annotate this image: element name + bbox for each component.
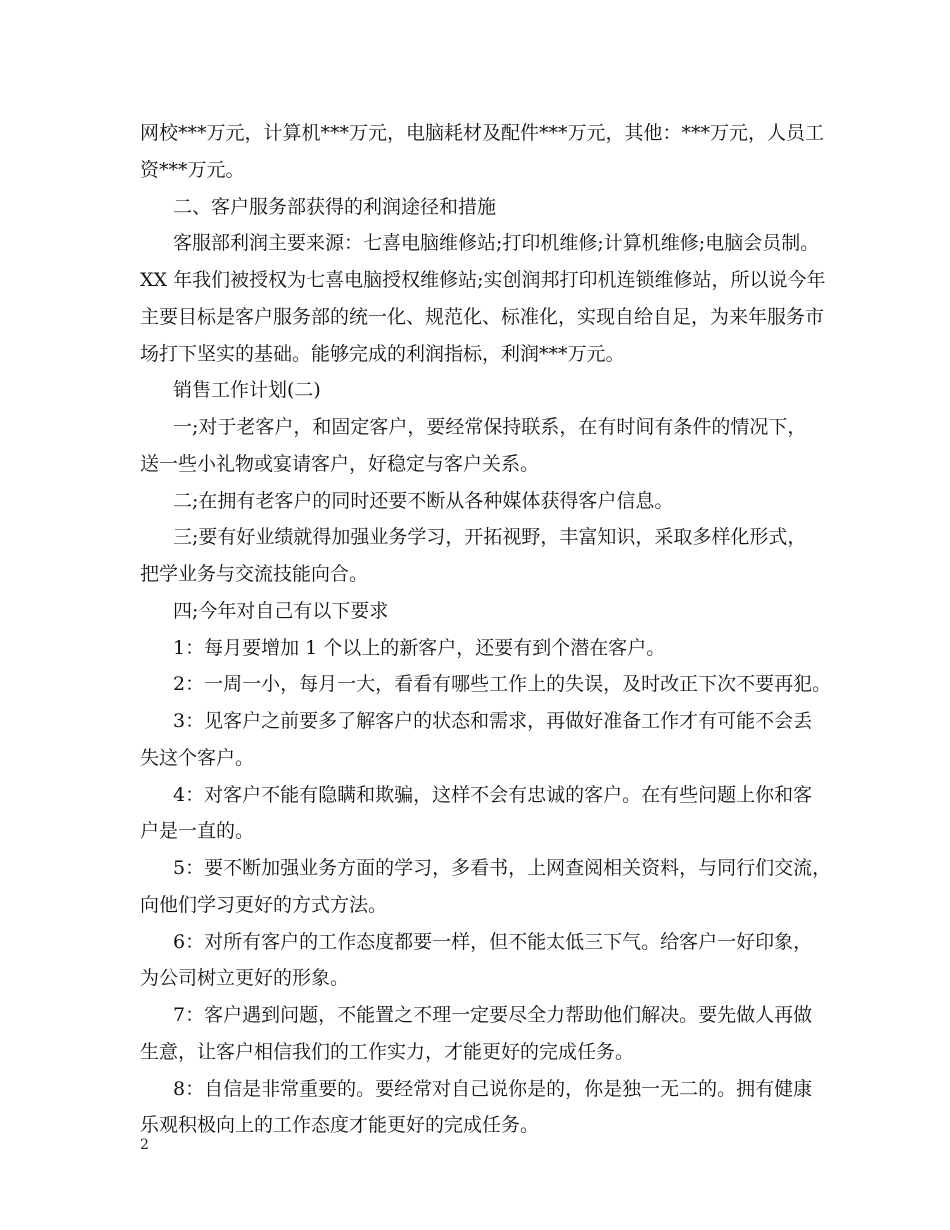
text-line: 网校***万元，计算机***万元，电脑耗材及配件***万元，其他：***万元，人员工 [140,122,825,144]
text-line: 8：自信是非常重要的。要经常对自己说你是的，你是独一无二的。拥有健康 [173,1077,813,1100]
text-line: 1：每月要增加 1 个以上的新客户，还要有到个潜在客户。 [173,636,666,659]
text-line: 二;在拥有老客户的同时还要不断从各种媒体获得客户信息。 [173,489,674,512]
text-line: 户是一直的。 [140,820,255,843]
text-line: 资***万元。 [140,158,245,181]
text-line: 为公司树立更好的形象。 [140,967,350,990]
text-line: 3：见客户之前要多了解客户的状态和需求，再做好准备工作才有可能不会丢 [173,710,813,732]
text-line: 失这个客户。 [140,746,255,769]
text-line: 送一些小礼物或宴请客户，好稳定与客户关系。 [140,452,540,475]
text-line: 2：一周一小，每月一大，看看有哪些工作上的失误，及时改正下次不要再犯。 [173,673,832,696]
page-number: 2 [140,1137,149,1153]
text-line: 乐观积极向上的工作态度才能更好的完成任务。 [140,1114,540,1137]
text-line: 向他们学习更好的方式方法。 [140,893,388,916]
text-line: XX 年我们被授权为七喜电脑授权维修站;实创润邦打印机连锁维修站，所以说今年 [140,269,826,291]
document-body [140,115,832,1144]
text-line: 二、客户服务部获得的利润途径和措施 [173,195,497,218]
text-line: 5：要不断加强业务方面的学习，多看书，上网查阅相关资料，与同行们交流， [173,857,832,879]
text-line: 把学业务与交流技能向合。 [140,563,369,585]
text-line: 生意，让客户相信我们的工作实力，才能更好的完成任务。 [140,1040,635,1063]
text-line: 4：对客户不能有隐瞒和欺骗，这样不会有忠诚的客户。在有些问题上你和客 [173,783,813,806]
text-line: 四;今年对自己有以下要求 [173,599,389,622]
text-line: 销售工作计划(二) [173,379,321,402]
text-line: 场打下坚实的基础。能够完成的利润指标，利润***万元。 [140,342,625,365]
text-line: 主要目标是客户服务部的统一化、规范化、标准化，实现自给自足，为来年服务市 [140,305,825,328]
text-line: 7：客户遇到问题，不能置之不理一定要尽全力帮助他们解决。要先做人再做 [173,1004,813,1026]
text-line: 客服部利润主要来源：七喜电脑维修站;打印机维修;计算机维修;电脑会员制。 [173,232,820,255]
text-line: 三;要有好业绩就得加强业务学习，开拓视野，丰富知识，采取多样化形式， [173,526,807,549]
text-line: 一;对于老客户，和固定客户，要经常保持联系，在有时间有条件的情况下， [173,416,807,438]
text-line: 6：对所有客户的工作态度都要一样，但不能太低三下气。给客户一好印象， [173,930,813,953]
